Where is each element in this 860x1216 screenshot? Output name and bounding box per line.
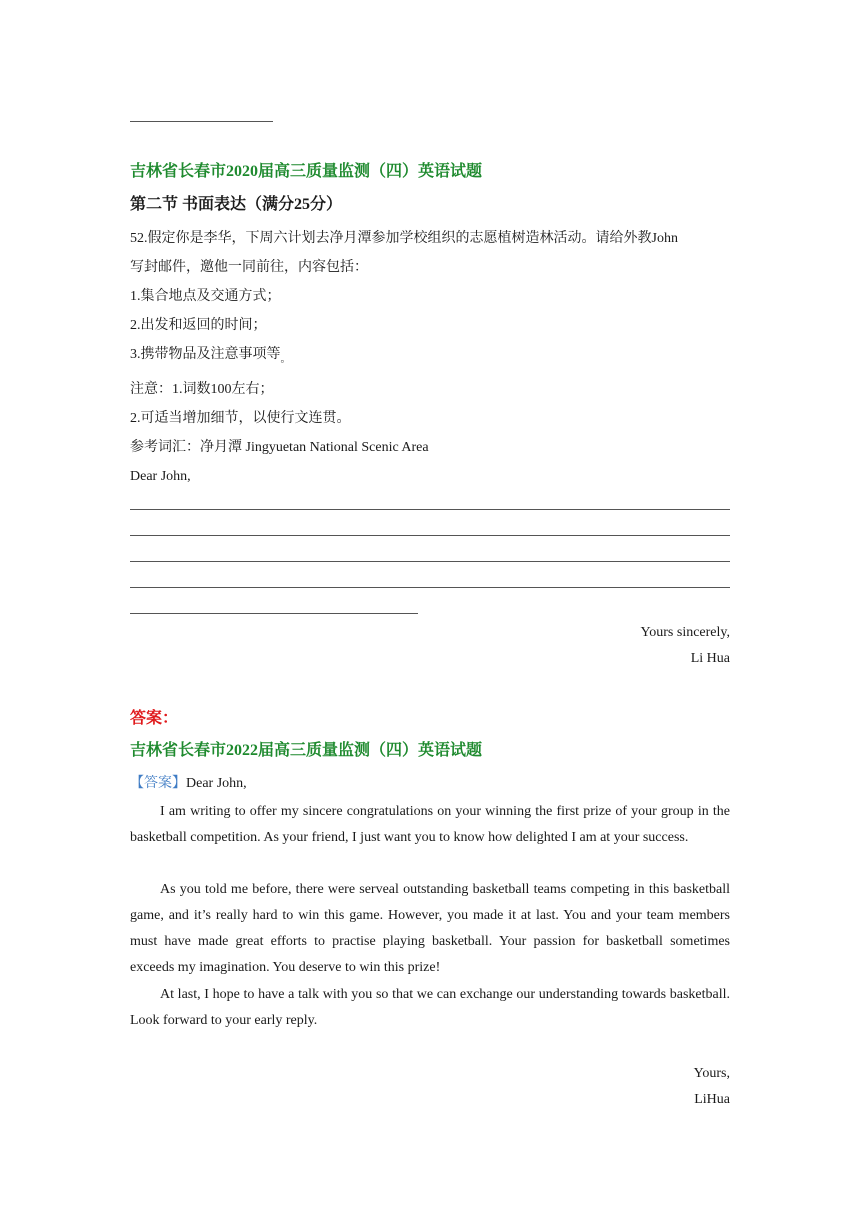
letter-closing: Yours sincerely, [640, 625, 730, 640]
answer-closing: Yours, [693, 1066, 730, 1081]
requirement-item-2: 2.出发和返回的时间； [130, 318, 267, 333]
letter-signature: Li Hua [690, 651, 730, 666]
answer-greeting: Dear John, [186, 776, 247, 791]
answer-paragraph-3 [130, 982, 730, 1034]
header-rule [130, 121, 273, 122]
question-source-title: 吉林省长春市2020届高三质量监测（四）英语试题 [130, 163, 483, 180]
writing-line-3 [130, 561, 730, 562]
note-line-1: 注意：1.词数100左右； [130, 382, 274, 397]
answer-paragraph-1 [130, 799, 730, 851]
writing-line-2 [130, 535, 730, 536]
writing-line-5 [130, 613, 418, 614]
section-title: 第二节 书面表达（满分25分） [130, 196, 343, 213]
note-line-2: 2.可适当增加细节，以使行文连贯。 [130, 411, 351, 426]
writing-line-4 [130, 587, 730, 588]
prompt-line-1: 52.假定你是李华，下周六计划去净月潭参加学校组织的志愿植树造林活动。请给外教John [130, 231, 678, 246]
answer-tag: 【答案】 [130, 776, 186, 791]
answer-source-title: 吉林省长春市2022届高三质量监测（四）英语试题 [130, 742, 483, 759]
answer-paragraph-2-text: As you told me before, there were serveal outstanding basketball teams competing in this basketball game, and it’s really hard to win this game. However, you made it at last. You and your team members must have made great efforts to practise playing basketball. Your passion for basketball sometimes exceeds my imagination. You deserve to win this prize! [130, 882, 730, 975]
answer-paragraph-1-text: I am writing to offer my sincere congratulations on your winning the first prize of your group in the basketball competition. As your friend, I just want you to know how delighted I am at your success. [130, 804, 730, 845]
vocabulary-hint: 参考词汇：净月潭 Jingyuetan National Scenic Area [130, 440, 429, 455]
answer-greeting-line [130, 775, 247, 793]
answer-paragraph-3-text: At last, I hope to have a talk with you so that we can exchange our understanding towards basketball. Look forward to your early reply. [130, 987, 730, 1028]
requirement-item-1: 1.集合地点及交通方式； [130, 289, 281, 304]
prompt-line-2: 写封邮件，邀他一同前往，内容包括： [130, 260, 368, 275]
requirement-item-3 [130, 346, 291, 369]
letter-greeting: Dear John, [130, 469, 191, 484]
requirement-item-3-text: 3.携带物品及注意事项等 [130, 347, 281, 362]
writing-line-1 [130, 509, 730, 510]
answer-label: 答案： [130, 710, 179, 727]
answer-signature: LiHua [694, 1092, 730, 1107]
requirement-item-3-mark: 。 [280, 354, 291, 365]
answer-paragraph-2 [130, 877, 730, 981]
